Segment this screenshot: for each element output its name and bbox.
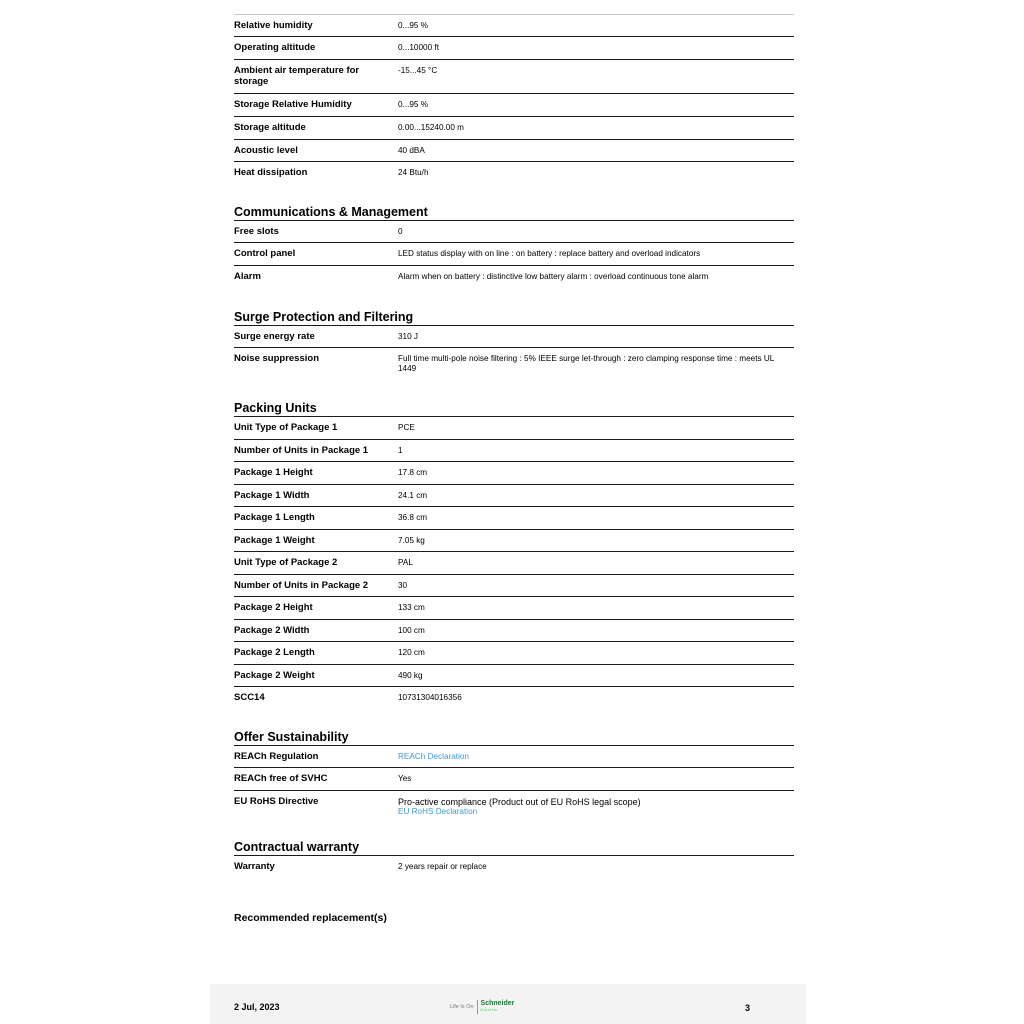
row-key: EU RoHS Directive [234, 796, 319, 807]
table-row [234, 37, 794, 60]
row-value: 133 cm [398, 603, 425, 612]
schneider-logo-icon: Schneider Electric [480, 1000, 515, 1012]
datasheet-page [210, 0, 806, 1024]
row-value: 100 cm [398, 626, 425, 635]
table-row [234, 440, 794, 462]
row-key: Unit Type of Package 1 [234, 422, 338, 433]
table-row [234, 552, 794, 575]
page-footer [210, 984, 806, 1024]
row-key: Ambient air temperature for storage [234, 65, 360, 87]
table-row [234, 221, 794, 243]
table-row [234, 462, 794, 485]
table-row [234, 791, 794, 825]
row-value: PCE [398, 423, 415, 432]
table-row [234, 620, 794, 642]
row-key: Warranty [234, 861, 275, 872]
row-value: 0...10000 ft [398, 43, 439, 52]
table-row [234, 507, 794, 530]
row-key: Alarm [234, 271, 261, 282]
table-row [234, 243, 794, 266]
table-row [234, 348, 794, 380]
row-value: 0...95 % [398, 100, 429, 109]
table-row [234, 856, 794, 878]
sustainability-section [234, 725, 794, 825]
row-value: 36.8 cm [398, 513, 428, 522]
row-value: Full time multi-pole noise filtering : 5% IEEE surge let-through : zero clamping response time : meets UL 1449 [398, 354, 775, 373]
surge-section [234, 305, 794, 380]
reach-declaration-link[interactable]: REACh Declaration [398, 752, 469, 761]
row-value: 24 Btu/h [398, 168, 429, 177]
row-key: Operating altitude [234, 42, 316, 53]
row-key: Number of Units in Package 2 [234, 580, 369, 591]
table-row [234, 768, 794, 791]
table-row [234, 530, 794, 552]
row-key: Surge energy rate [234, 331, 315, 342]
table-row [234, 266, 794, 288]
table-row [234, 746, 794, 768]
communications-section [234, 200, 794, 288]
row-value: LED status display with on line : on battery : replace battery and overload indicators [398, 249, 701, 258]
row-value: Yes [398, 774, 412, 783]
table-row [234, 687, 794, 709]
brand-separator [477, 1000, 478, 1014]
row-value: 0.00...15240.00 m [398, 123, 465, 132]
table-row [234, 575, 794, 597]
row-key: Number of Units in Package 1 [234, 445, 369, 456]
row-key: Noise suppression [234, 353, 319, 364]
row-value: 0 [398, 227, 403, 236]
table-row [234, 665, 794, 687]
row-value: Alarm when on battery : distinctive low battery alarm : overload continuous tone alarm [398, 272, 709, 281]
row-key: SCC14 [234, 692, 265, 703]
row-value: 2 years repair or replace [398, 862, 487, 871]
row-value: 120 cm [398, 648, 425, 657]
row-key: REACh Regulation [234, 751, 319, 762]
table-row [234, 117, 794, 140]
row-value [398, 796, 794, 825]
packing-section [234, 396, 794, 709]
footer-date: 2 Jul, 2023 [234, 1002, 280, 1012]
environment-table [234, 15, 794, 182]
brand-tagline: Life Is On [450, 1004, 474, 1010]
row-key: REACh free of SVHC [234, 773, 328, 784]
row-key: Control panel [234, 248, 296, 259]
row-value: 490 kg [398, 671, 423, 680]
row-key: Package 1 Length [234, 512, 315, 523]
table-row [234, 642, 794, 665]
table-row [234, 60, 794, 94]
row-key: Acoustic level [234, 145, 298, 156]
warranty-section [234, 835, 794, 878]
section-title: Offer Sustainability [234, 725, 794, 746]
table-row [234, 15, 794, 37]
row-value: 10731304016356 [398, 693, 462, 702]
table-row [234, 162, 794, 182]
row-value: 30 [398, 581, 408, 590]
row-value: -15...45 °C [398, 66, 438, 75]
row-key: Storage Relative Humidity [234, 99, 352, 110]
row-value: 17.8 cm [398, 468, 428, 477]
row-value: 0...95 % [398, 21, 429, 30]
row-key: Relative humidity [234, 20, 313, 31]
row-value: 40 dBA [398, 146, 425, 155]
sections [234, 15, 794, 878]
page-number: 3 [745, 1003, 751, 1013]
row-key: Package 1 Weight [234, 535, 315, 546]
row-key: Heat dissipation [234, 167, 308, 178]
row-key: Package 2 Width [234, 625, 310, 636]
table-row [234, 94, 794, 117]
row-key: Package 2 Weight [234, 670, 315, 681]
table-row [234, 485, 794, 507]
row-value: PAL [398, 558, 413, 567]
row-value: 24.1 cm [398, 491, 428, 500]
table-row [234, 597, 794, 620]
row-value: 7.05 kg [398, 536, 425, 545]
rohs-value: Pro-active compliance (Product out of EU RoHS legal scope) [398, 797, 641, 807]
table-row [234, 140, 794, 162]
table-row [234, 417, 794, 440]
row-key: Package 1 Height [234, 467, 313, 478]
row-key: Package 2 Height [234, 602, 313, 613]
row-key: Package 2 Length [234, 647, 315, 658]
row-value: 1 [398, 446, 403, 455]
section-title: Contractual warranty [234, 835, 794, 856]
row-key: Storage altitude [234, 122, 306, 133]
row-key: Free slots [234, 226, 279, 237]
section-title: Packing Units [234, 396, 794, 417]
row-key: Package 1 Width [234, 490, 310, 501]
rohs-declaration-link[interactable]: EU RoHS Declaration [398, 807, 478, 816]
row-value: 310 J [398, 332, 419, 341]
brand-logo [450, 1000, 514, 1014]
row-value [398, 751, 794, 767]
section-title: Surge Protection and Filtering [234, 305, 794, 326]
section-title: Communications & Management [234, 200, 794, 221]
table-row [234, 326, 794, 348]
row-key: Unit Type of Package 2 [234, 557, 338, 568]
recommended-replacements-heading: Recommended replacement(s) [234, 912, 387, 924]
